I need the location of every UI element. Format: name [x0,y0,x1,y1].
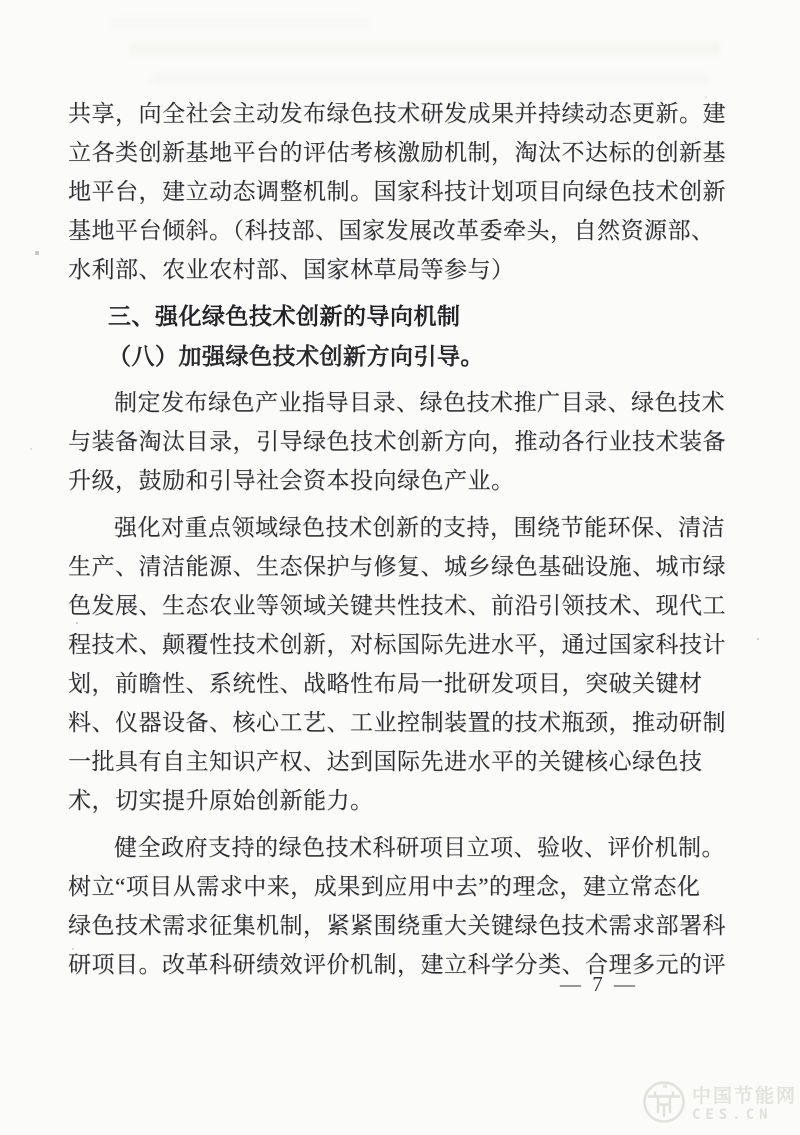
text-line: 料、仪器设备、核心工艺、工业控制装置的技术瓶颈，推动研制 [68,710,726,735]
bleed-through-artifact [130,42,720,55]
text-line: 程技术、颠覆性技术创新，对标国际先进水平，通过国家科技计 [68,632,726,657]
subsection-heading: （八）加强绿色技术创新方向引导。 [108,344,484,369]
text-line: 绿色技术需求征集机制，紧紧围绕重大关键绿色技术需求部署科 [68,913,726,938]
watermark-site-domain: CES.CN [691,1107,773,1123]
document-body [68,94,740,992]
paragraph-continued [68,94,740,289]
text-line: 研项目。改革科研绩效评价机制，建立科学分类、合理多元的评 [68,952,726,977]
text-line: 划，前瞻性、系统性、战略性布局一批研发项目，突破关键材 [68,671,703,696]
text-line: 基地平台倾斜。（科技部、国家发展改革委牵头，自然资源部、 [68,218,715,243]
text-line: 术，切实提升原始创新能力。 [68,788,374,813]
bleed-through-artifact [110,18,370,27]
paragraph [68,383,740,500]
text-line: 立各类创新基地平台的评估考核激励机制，淘汰不达标的创新基 [68,140,726,165]
text-line: 水利部、农业农村部、国家林草局等参与） [68,257,515,282]
text-line: 树立“项目从需求中来，成果到应用中去”的理念，建立常态化 [68,874,701,899]
text-line: 升级，鼓励和引导社会资本投向绿色产业。 [68,468,515,493]
text-line: 色发展、生态农业等领域关键共性技术、前沿引领技术、现代工 [68,593,726,618]
text-line: 健全政府支持的绿色技术科研项目立项、验收、评价机制。 [114,835,725,860]
site-watermark [641,1079,797,1130]
watermark-text [692,1087,797,1122]
text-line: 生产、清洁能源、生态保护与修复、城乡绿色基础设施、城市绿 [68,554,726,579]
text-line: 与装备淘汰目录，引导绿色技术创新方向，推动各行业技术装备 [68,429,726,454]
text-line: 地平台，建立动态调整机制。国家科技计划项目向绿色技术创新 [68,179,726,204]
section-heading: 三、强化绿色技术创新的导向机制 [108,303,461,329]
scan-speck-artifacts [0,0,2,2]
page-number: — 7 — [560,972,638,996]
paragraph [68,828,740,984]
text-line: 共享，向全社会主动发布绿色技术研发成果并持续动态更新。建 [68,101,726,126]
text-line: 强化对重点领域绿色技术创新的支持，围绕节能环保、清洁 [114,515,725,540]
text-line: 制定发布绿色产业指导目录、绿色技术推广目录、绿色技术 [114,390,725,415]
watermark-site-name: 中国节能网 [691,1086,797,1107]
bleed-through-artifact [150,74,710,84]
paragraph [68,508,740,820]
ces-circle-logo-icon [641,1079,687,1130]
text-line: 一批具有自主知识产权、达到国际先进水平的关键核心绿色技 [68,749,703,774]
